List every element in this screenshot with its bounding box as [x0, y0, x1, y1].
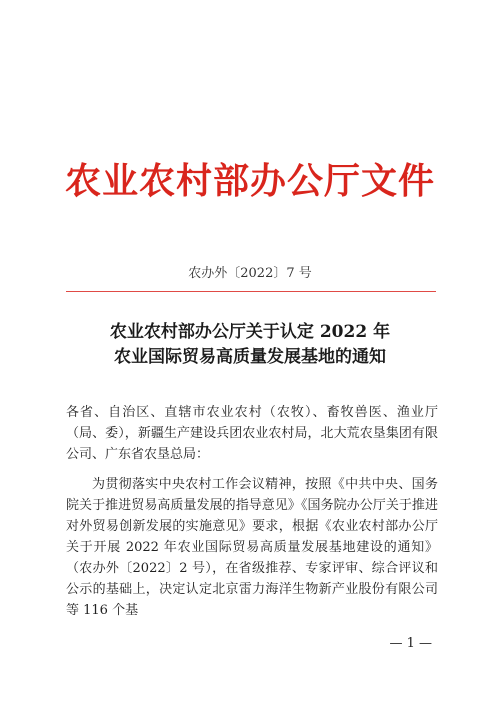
red-separator-line	[66, 291, 436, 292]
notice-title-line-2: 农业国际贸易高质量发展基地的通知	[114, 347, 386, 367]
notice-title	[0, 320, 500, 370]
body-paragraph: 为贯彻落实中央农村工作会议精神，按照《中共中央、国务院关于推进贸易高质量发展的指导意见》《国务院办公厅关于推进对外贸易创新发展的实施意见》要求，根据《农业农村部办公厅关于开展 2022 年农业国际贸易高质量发展基地建设的通知》（农办外〔2022〕2 号），在省级推荐、专家评审、综合评议和公示的基础上，决定认定北京雷力海洋生物新产业股份有限公司等 116 个基	[66, 477, 438, 618]
issuer-masthead: 农业农村部办公厅文件	[64, 161, 435, 202]
page-number: — 1 —	[389, 636, 432, 651]
document-number: 农办外〔2022〕7 号	[188, 266, 312, 281]
addressee-paragraph: 各省、自治区、直辖市农业农村（农牧）、畜牧兽医、渔业厅（局、委），新疆生产建设兵团农业农村局，北大荒农垦集团有限公司、广东省农垦总局：	[66, 405, 438, 462]
notice-title-line-1: 农业农村部办公厅关于认定 2022 年	[109, 322, 391, 342]
